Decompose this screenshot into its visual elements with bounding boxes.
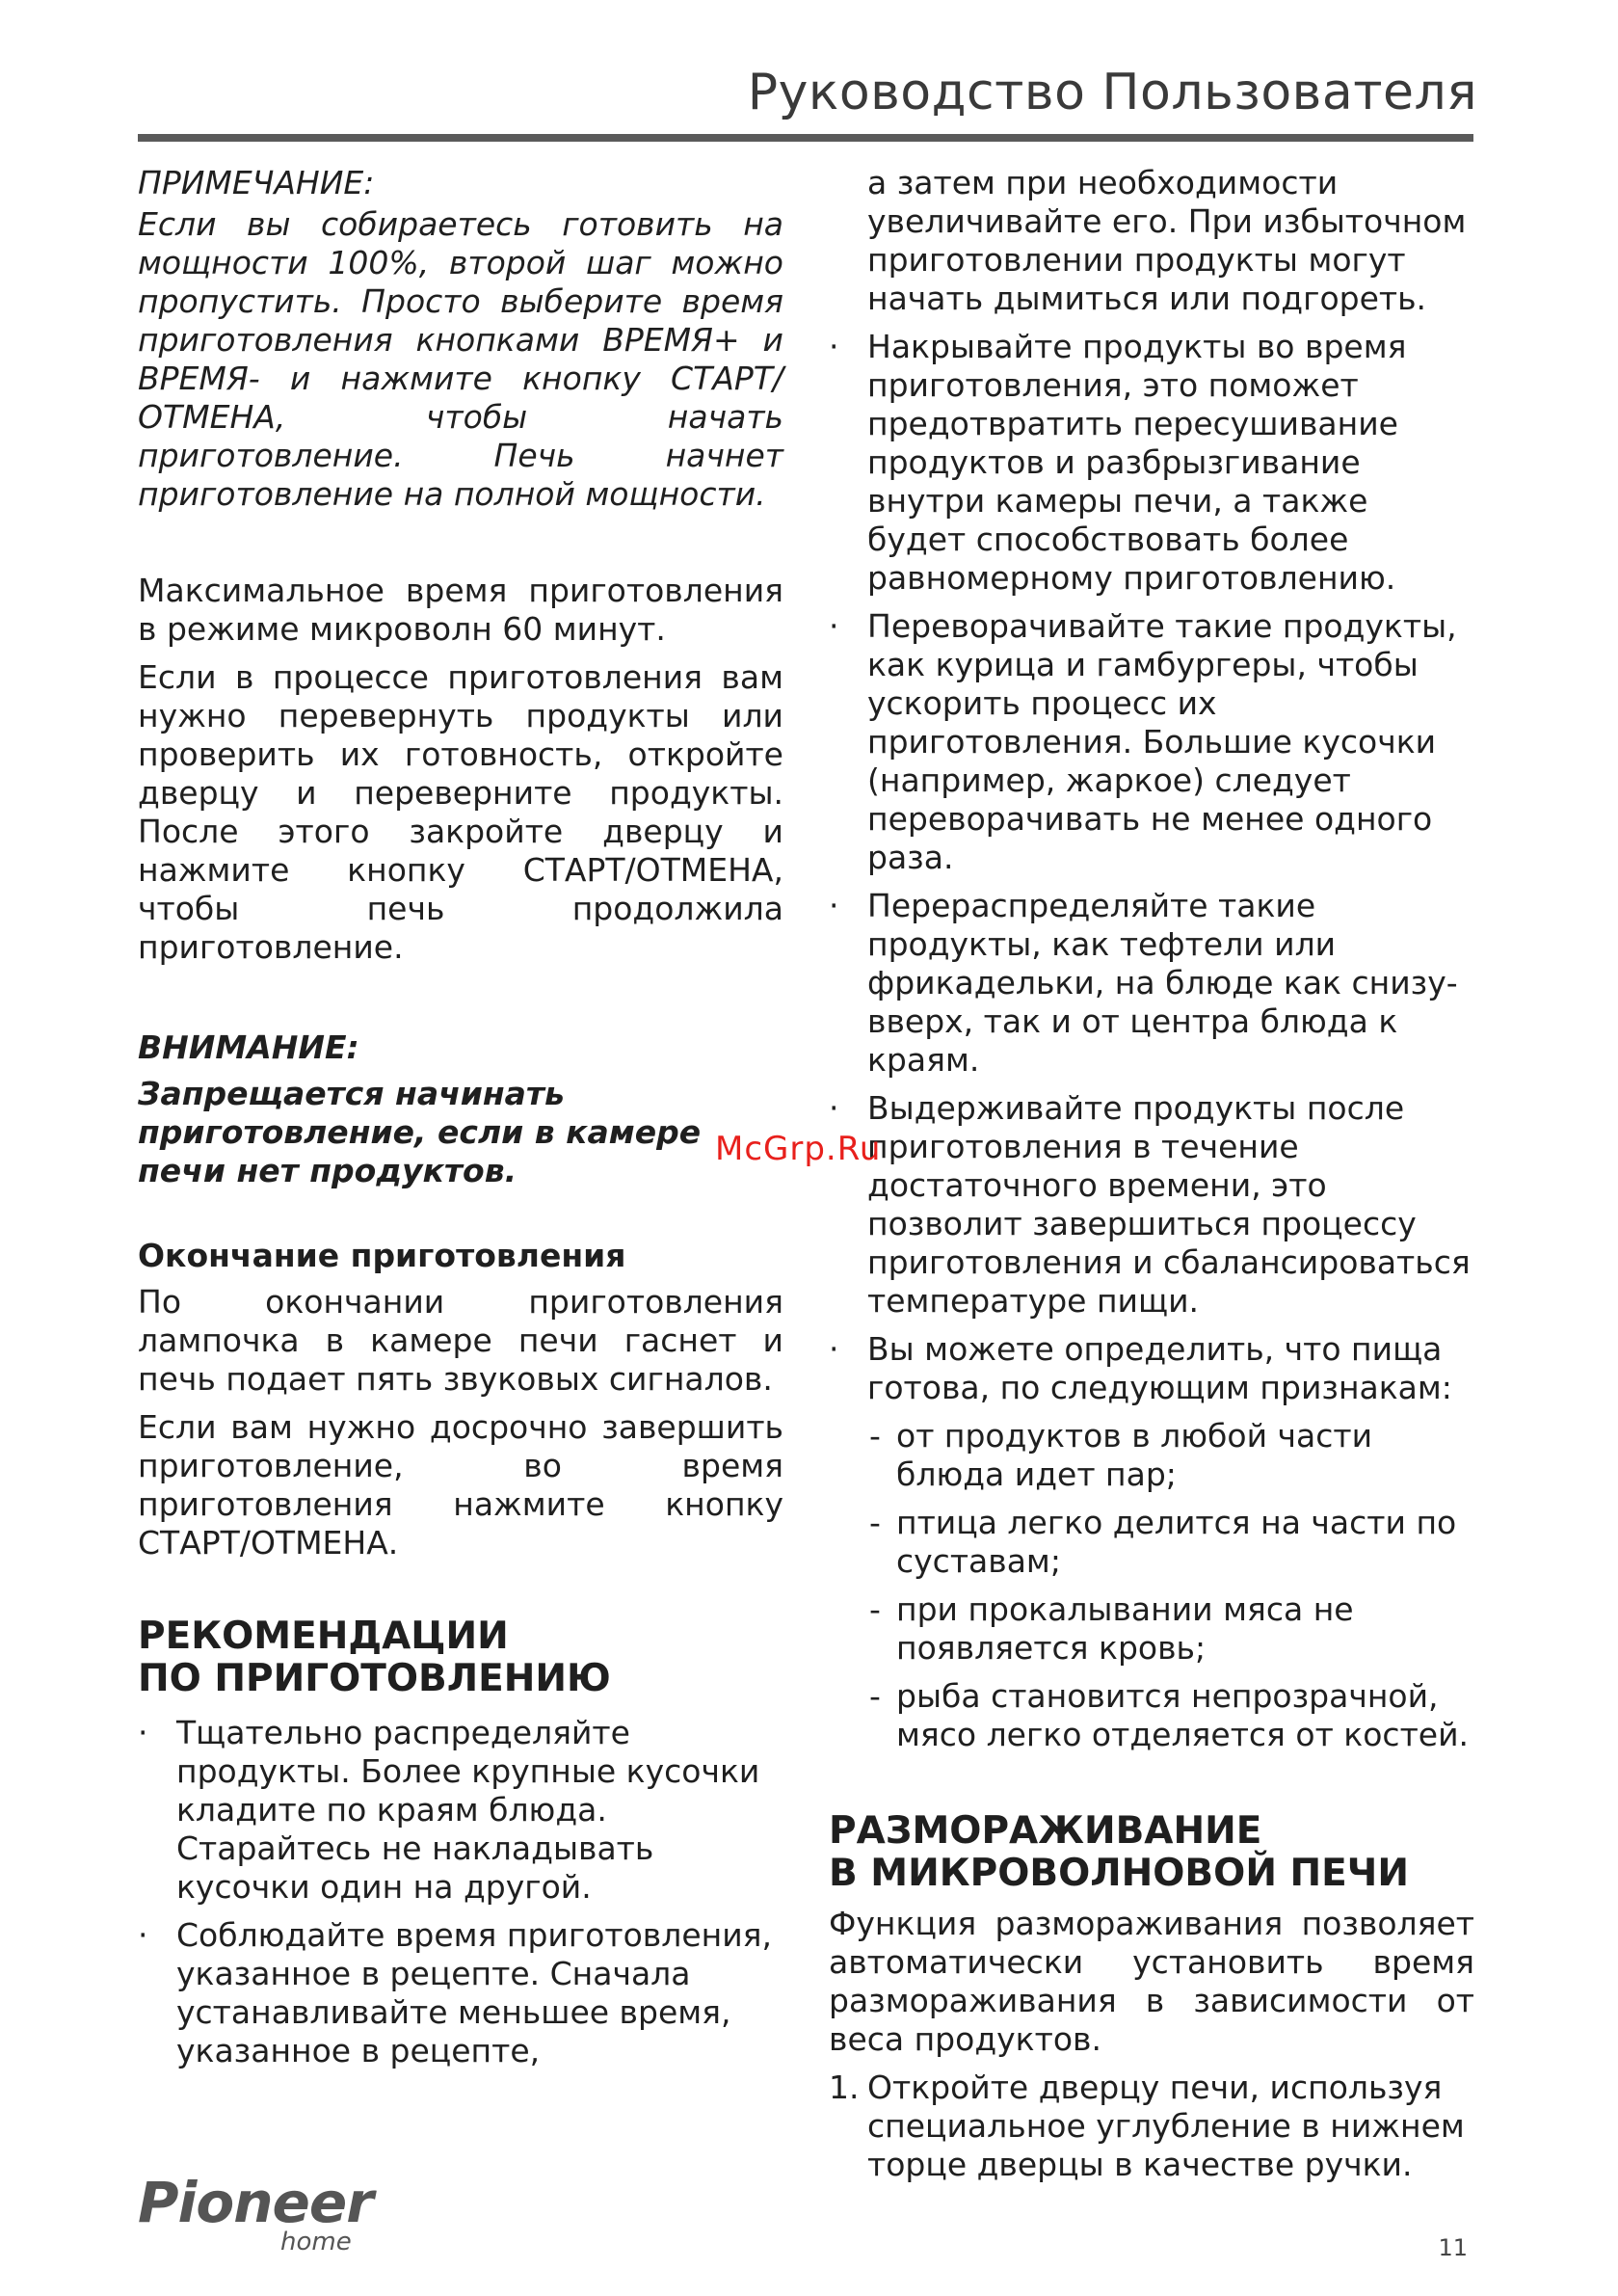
- list-item: · Вы можете определить, что пища готова, по следующим признакам:: [829, 1330, 1452, 1406]
- warning-text: Запрещается начинать приготовление, если в камере печи нет продуктов.: [138, 1075, 702, 1189]
- list-item: · Переворачивайте такие продукты, как курица и гамбургеры, чтобы ускорить процесс их приготовления. Большие кусочки (например, жаркое) следует переворачивать не менее одного раза.: [829, 607, 1457, 876]
- list-item: - рыба становится непрозрачной, мясо легко отделяется от костей.: [869, 1677, 1470, 1753]
- page-header-title: Руководство Пользователя: [747, 64, 1477, 121]
- list-item: · Тщательно распределяйте продукты. Более крупные кусочки кладите по краям блюда. Старайтесь не накладывать кусочки один на другой.: [138, 1714, 760, 1906]
- logo-wordmark: Pioneer: [138, 2170, 373, 2235]
- list-item: · Накрывайте продукты во время приготовления, это поможет предотвратить пересушивание продуктов и разбрызгивание внутри камеры печи, а также будет способствовать более равномерному приготовлению.: [829, 328, 1407, 597]
- list-item: · Соблюдайте время приготовления, указанное в рецепте. Сначала устанавливайте меньшее время, указанное в рецепте,: [138, 1916, 773, 2069]
- list-item: - при прокалывании мяса не появляется кровь;: [869, 1590, 1354, 1667]
- end-cooking-paragraph-2: Если вам нужно досрочно завершить приготовление, во время приготовления нажмите кнопку СТАРТ/ОТМЕНА.: [138, 1408, 783, 1562]
- defrost-paragraph: Функция размораживания позволяет автоматически установить время размораживания в зависимости от веса продуктов.: [829, 1905, 1474, 2058]
- list-item: · Перераспределяйте такие продукты, как тефтели или фрикадельки, на блюде как снизу-вверх, так и от центра блюда к краям.: [829, 887, 1458, 1079]
- header-divider: [138, 134, 1473, 142]
- list-item: - от продуктов в любой части блюда идет пар;: [869, 1417, 1373, 1493]
- note-label: ПРИМЕЧАНИЕ:: [138, 164, 375, 201]
- max-time-paragraph: Максимальное время приготовления в режиме микроволн 60 минут.: [138, 572, 783, 648]
- defrost-steps: [829, 2069, 1474, 2184]
- continued-text: а затем при необходимости увеличивайте его. При избыточном приготовлении продукты могут начать дымиться или подгореть.: [867, 164, 1467, 317]
- recommendations-list: [138, 1714, 783, 2070]
- list-item: · Выдерживайте продукты после приготовления в течение достаточного времени, это позволит завершиться процессу приготовления и сбалансироваться температуре пищи.: [829, 1089, 1471, 1320]
- turn-food-paragraph: Если в процессе приготовления вам нужно перевернуть продукты или проверить их готовность, откройте дверцу и переверните продукты. После этого закройте дверцу и нажмите кнопку СТАРТ/ОТМЕНА, чтобы печь продолжила приготовление.: [138, 658, 783, 966]
- end-cooking-heading: Окончание приготовления: [138, 1237, 626, 1274]
- doneness-signs-list: [829, 1417, 1474, 1754]
- list-item: 1. Откройте дверцу печи, используя специальное углубление в нижнем торце дверцы в качестве ручки.: [829, 2069, 1465, 2183]
- right-column: [829, 164, 1474, 2184]
- watermark: McGrp.Ru: [715, 1130, 882, 1168]
- defrost-heading: РАЗМОРАЖИВАНИЕ В МИКРОВОЛНОВОЙ ПЕЧИ: [829, 1809, 1409, 1895]
- page-number: 11: [1438, 2234, 1468, 2261]
- logo-subtitle: home: [280, 2228, 352, 2256]
- recommendations-heading: РЕКОМЕНДАЦИИ ПО ПРИГОТОВЛЕНИЮ: [138, 1615, 611, 1700]
- note-text: Если вы собираетесь готовить на мощности 100%, второй шаг можно пропустить. Просто выберите время приготовления кнопками ВРЕМЯ+ и ВРЕМЯ- и нажмите кнопку СТАРТ/ОТМЕНА, чтобы начать приготовление. Печь начнет приготовление на полной мощности.: [138, 205, 783, 513]
- left-column: [138, 164, 783, 2080]
- brand-logo: [138, 2170, 373, 2256]
- end-cooking-paragraph-1: По окончании приготовления лампочка в камере печи гаснет и печь подает пять звуковых сигналов.: [138, 1283, 783, 1398]
- warning-label: ВНИМАНИЕ:: [138, 1028, 359, 1066]
- list-item: - птица легко делится на части по суставам;: [869, 1504, 1457, 1580]
- tips-list: [829, 328, 1474, 1407]
